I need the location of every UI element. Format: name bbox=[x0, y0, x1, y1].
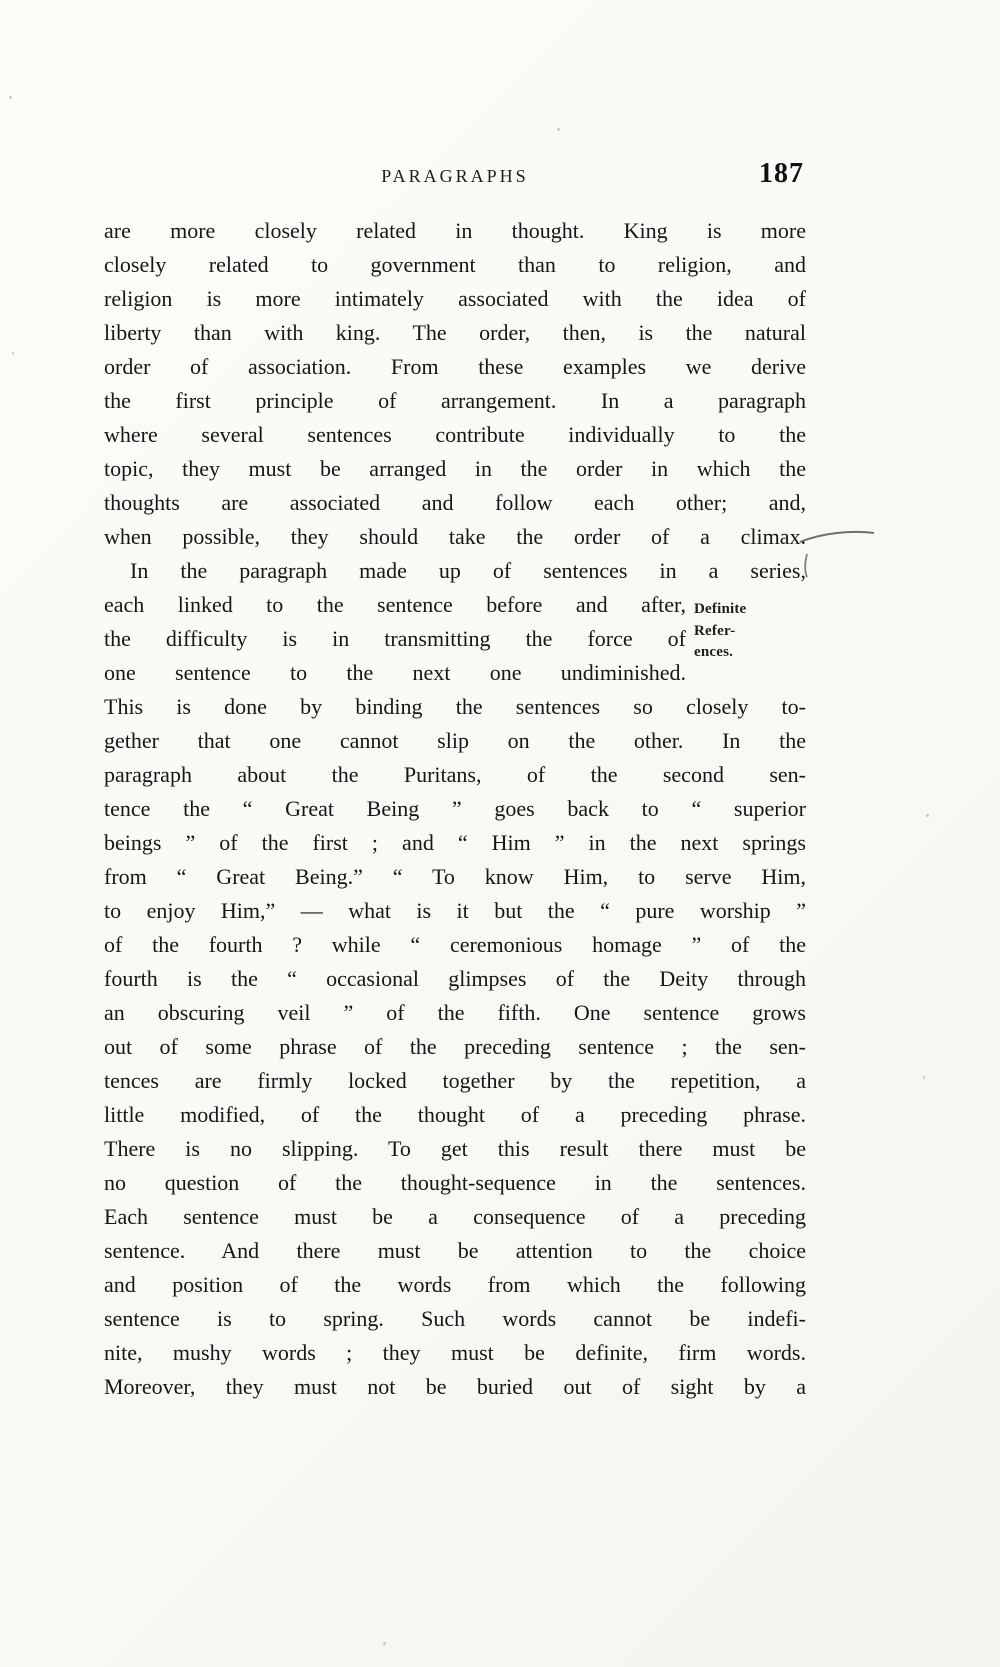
text-line: sentence. And there must be attention to the choice bbox=[104, 1238, 806, 1263]
text-line: This is done by binding the sentences so closely to- bbox=[104, 694, 806, 719]
text-line: thoughts are associated and follow each other; and, bbox=[104, 490, 806, 515]
text-line: beings ” of the first ; and “ Him ” in the next springs bbox=[104, 830, 806, 855]
text-line: sentence is to spring. Such words cannot be indefi- bbox=[104, 1306, 806, 1331]
margin-note-line: ences. bbox=[694, 644, 734, 660]
scan-speck bbox=[926, 814, 929, 817]
text-line: There is no slipping. To get this result there must be bbox=[104, 1136, 806, 1161]
text-line: are more closely related in thought. King is more bbox=[104, 218, 806, 243]
text-line: when possible, they should take the order of a climax. bbox=[104, 524, 806, 549]
scan-speck bbox=[557, 128, 560, 131]
scan-speck bbox=[923, 1076, 925, 1079]
text-line: religion is more intimately associated with the idea of bbox=[104, 286, 806, 311]
page-header bbox=[104, 158, 806, 198]
page-number: 187 bbox=[759, 158, 804, 189]
text-line: order of association. From these examples we derive bbox=[104, 354, 806, 379]
text-line: no question of the thought-sequence in the sentences. bbox=[104, 1170, 806, 1195]
text-line: the first principle of arrangement. In a paragraph bbox=[104, 388, 806, 413]
text-line: nite, mushy words ; they must be definite, firm words. bbox=[104, 1340, 806, 1365]
text-line: closely related to government than to religion, and bbox=[104, 252, 806, 277]
margin-note-line: Definite bbox=[694, 601, 747, 617]
text-line: Moreover, they must not be buried out of sight by a bbox=[104, 1374, 806, 1399]
text-line: paragraph about the Puritans, of the second sen- bbox=[104, 762, 806, 787]
text-line: liberty than with king. The order, then, is the natural bbox=[104, 320, 806, 345]
text-line: Each sentence must be a consequence of a preceding bbox=[104, 1204, 806, 1229]
text-line: topic, they must be arranged in the order in which the bbox=[104, 456, 806, 481]
scan-speck bbox=[383, 1642, 386, 1645]
margin-note bbox=[694, 599, 806, 664]
text-line: where several sentences contribute individually to the bbox=[104, 422, 806, 447]
text-line: from “ Great Being.” “ To know Him, to serve Him, bbox=[104, 864, 806, 889]
text-line: an obscuring veil ” of the fifth. One sentence grows bbox=[104, 1000, 806, 1025]
text-line: tence the “ Great Being ” goes back to “ superior bbox=[104, 796, 806, 821]
running-head: PARAGRAPHS bbox=[381, 166, 529, 186]
body-text bbox=[104, 214, 806, 1404]
margin-note-line: Refer- bbox=[694, 622, 736, 639]
text-line: In the paragraph made up of sentences in a series, bbox=[130, 558, 806, 583]
text-line: little modified, of the thought of a preceding phrase. bbox=[104, 1102, 806, 1127]
text-line: fourth is the “ occasional glimpses of the Deity through bbox=[104, 966, 806, 991]
text-line: each linked to the sentence before and after, bbox=[104, 592, 686, 617]
text-line: the difficulty is in transmitting the force of bbox=[104, 626, 686, 651]
text-line: and position of the words from which the following bbox=[104, 1272, 806, 1297]
text-line: of the fourth ? while “ ceremonious homage ” of the bbox=[104, 932, 806, 957]
text-line: gether that one cannot slip on the other. In the bbox=[104, 728, 806, 753]
text-line: one sentence to the next one undiminished. bbox=[104, 660, 686, 685]
text-line: tences are firmly locked together by the repetition, a bbox=[104, 1068, 806, 1093]
text-line: out of some phrase of the preceding sentence ; the sen- bbox=[104, 1034, 806, 1059]
text-line: to enjoy Him,” — what is it but the “ pure worship ” bbox=[104, 898, 806, 923]
scan-speck bbox=[12, 352, 14, 355]
pencil-annotation-mark bbox=[790, 520, 886, 584]
scan-speck bbox=[9, 96, 12, 99]
